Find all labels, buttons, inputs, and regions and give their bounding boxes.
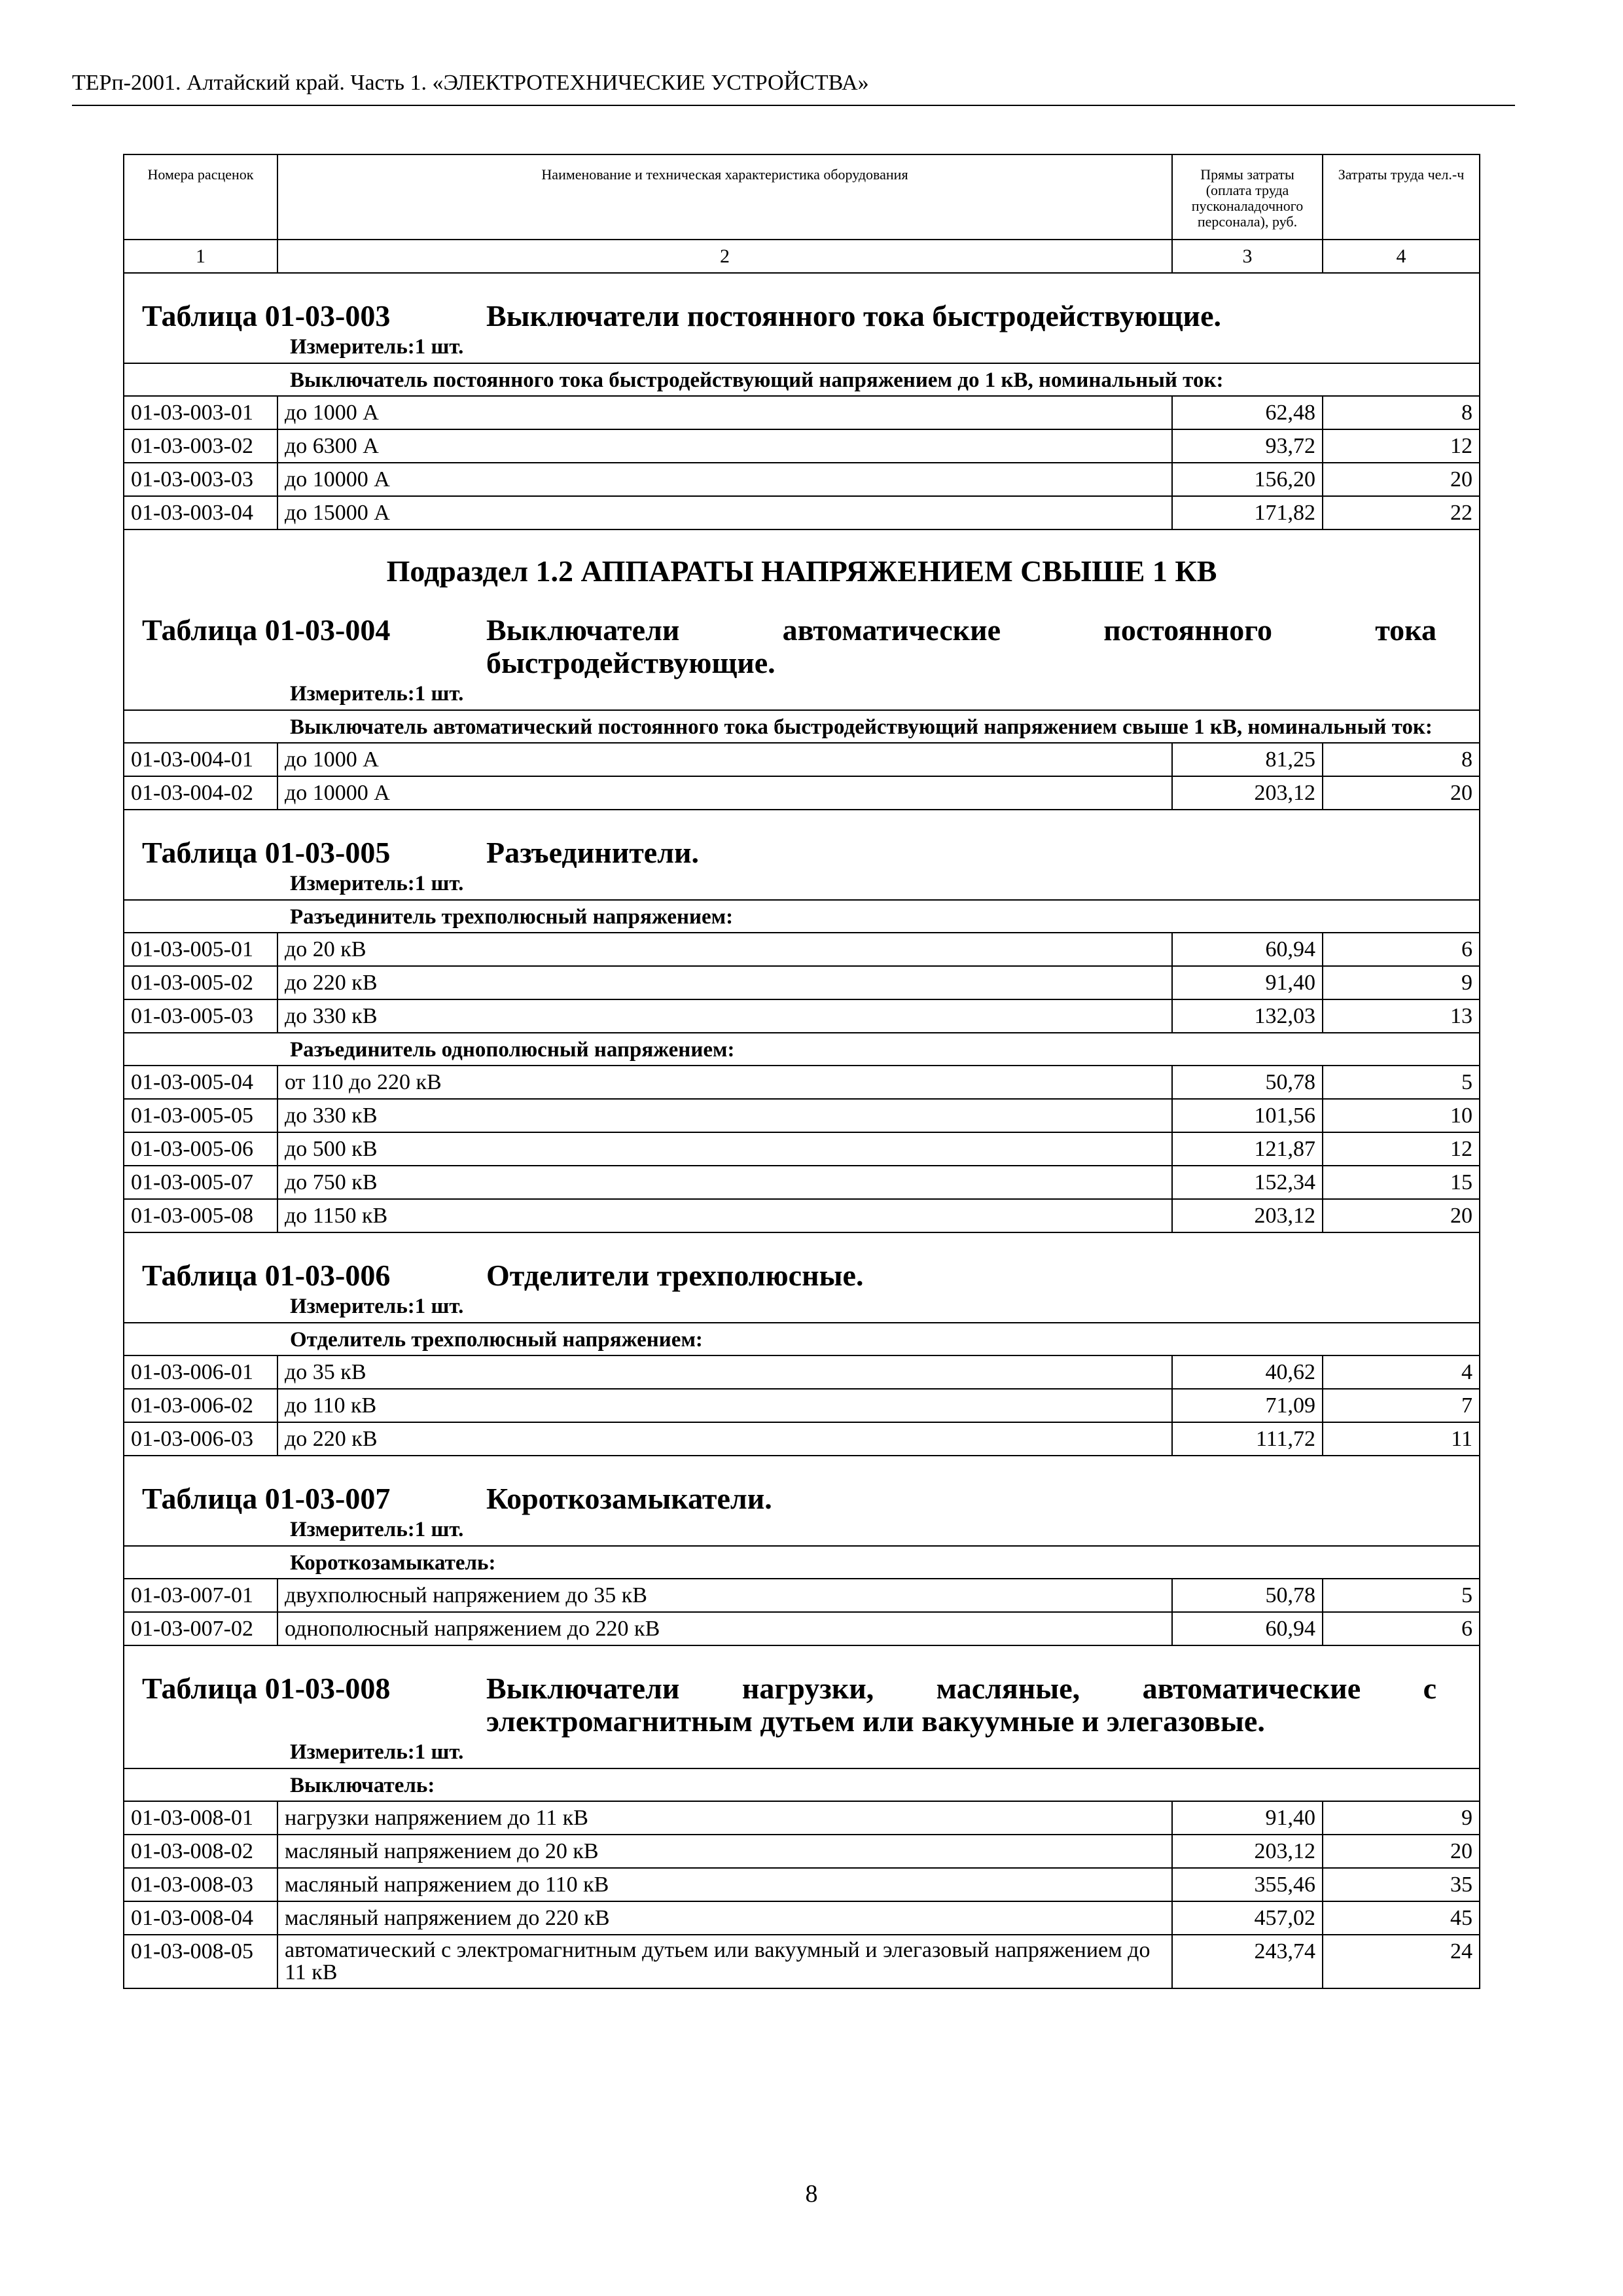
equipment-name: масляный напряжением до 110 кВ xyxy=(277,1868,1172,1901)
direct-cost: 171,82 xyxy=(1172,496,1323,529)
labor-cost: 15 xyxy=(1323,1166,1480,1199)
labor-cost: 20 xyxy=(1323,1199,1480,1232)
direct-cost: 91,40 xyxy=(1172,1801,1323,1835)
table-row xyxy=(124,1389,1480,1422)
table-title-row xyxy=(124,1645,1480,1768)
col-number-2: 2 xyxy=(277,240,1172,273)
rate-code: 01-03-006-03 xyxy=(124,1422,277,1456)
labor-cost: 8 xyxy=(1323,396,1480,429)
table-row xyxy=(124,1868,1480,1901)
col-number-4: 4 xyxy=(1323,240,1480,273)
labor-cost: 5 xyxy=(1323,1579,1480,1612)
equipment-name: автоматический с электромагнитным дутьем или вакуумный и элегазовый напряжением до 11 кВ xyxy=(277,1935,1172,1988)
labor-cost: 20 xyxy=(1323,1835,1480,1868)
labor-cost: 5 xyxy=(1323,1066,1480,1099)
table-number: Таблица 01-03-006 xyxy=(142,1259,391,1292)
page-number: 8 xyxy=(805,2180,818,2208)
group-header: Выключатель: xyxy=(124,1768,1480,1801)
table-row xyxy=(124,743,1480,776)
table-title xyxy=(124,588,1479,679)
table-number: Таблица 01-03-005 xyxy=(142,836,391,869)
table-title xyxy=(124,1646,1479,1738)
table-row xyxy=(124,1801,1480,1835)
rate-code: 01-03-007-01 xyxy=(124,1579,277,1612)
table-row xyxy=(124,1066,1480,1099)
group-header-row xyxy=(124,710,1480,743)
equipment-name: до 6300 А xyxy=(277,429,1172,463)
table-row xyxy=(124,999,1480,1033)
labor-cost: 24 xyxy=(1323,1935,1480,1988)
labor-cost: 6 xyxy=(1323,933,1480,966)
direct-cost: 132,03 xyxy=(1172,999,1323,1033)
equipment-name: до 330 кВ xyxy=(277,1099,1172,1132)
rate-code: 01-03-007-02 xyxy=(124,1612,277,1645)
equipment-name: до 1150 кВ xyxy=(277,1199,1172,1232)
group-header: Выключатель постоянного тока быстродействующий напряжением до 1 кВ, номинальный ток: xyxy=(124,363,1480,396)
col-header-cost: Прямы затраты (оплата труда пусконаладочного персонала), руб. xyxy=(1172,154,1323,240)
table-row xyxy=(124,1166,1480,1199)
equipment-name: до 330 кВ xyxy=(277,999,1172,1033)
table-title xyxy=(124,1233,1479,1292)
direct-cost: 355,46 xyxy=(1172,1868,1323,1901)
table-row xyxy=(124,1835,1480,1868)
table-row xyxy=(124,966,1480,999)
equipment-name: до 1000 А xyxy=(277,743,1172,776)
rate-code: 01-03-008-05 xyxy=(124,1935,277,1988)
labor-cost: 12 xyxy=(1323,1132,1480,1166)
table-title-cell xyxy=(124,588,1480,710)
table-title xyxy=(124,274,1479,332)
subsection-title: Подраздел 1.2 АППАРАТЫ НАПРЯЖЕНИЕМ СВЫШЕ 1 КВ xyxy=(124,529,1480,588)
direct-cost: 203,12 xyxy=(1172,1199,1323,1232)
table-number: Таблица 01-03-003 xyxy=(142,299,391,332)
table-row xyxy=(124,1355,1480,1389)
labor-cost: 9 xyxy=(1323,966,1480,999)
table-row xyxy=(124,1612,1480,1645)
equipment-name: до 1000 А xyxy=(277,396,1172,429)
rate-code: 01-03-008-01 xyxy=(124,1801,277,1835)
running-header: ТЕРп-2001. Алтайский край. Часть 1. «ЭЛЕКТРОТЕХНИЧЕСКИЕ УСТРОЙСТВА» xyxy=(72,71,869,95)
direct-cost: 121,87 xyxy=(1172,1132,1323,1166)
group-header: Выключатель автоматический постоянного тока быстродействующий напряжением свыше 1 кВ, номинальный ток: xyxy=(124,710,1480,743)
col-number-1: 1 xyxy=(124,240,277,273)
col-header-labor: Затраты труда чел.-ч xyxy=(1323,154,1480,240)
group-header: Разъединитель однополюсный напряжением: xyxy=(124,1033,1480,1066)
direct-cost: 93,72 xyxy=(1172,429,1323,463)
col-header-codes: Номера расценок xyxy=(124,154,277,240)
equipment-name: до 10000 А xyxy=(277,463,1172,496)
direct-cost: 62,48 xyxy=(1172,396,1323,429)
group-header-row xyxy=(124,1546,1480,1579)
rate-code: 01-03-005-05 xyxy=(124,1099,277,1132)
table-title-row xyxy=(124,810,1480,900)
table-caption: Выключатели автоматические постоянного тока быстродействующие. xyxy=(486,613,1436,679)
labor-cost: 4 xyxy=(1323,1355,1480,1389)
direct-cost: 81,25 xyxy=(1172,743,1323,776)
column-headers xyxy=(124,154,1480,240)
rate-code: 01-03-006-02 xyxy=(124,1389,277,1422)
group-header: Разъединитель трехполюсный напряжением: xyxy=(124,900,1480,933)
table-meter: Измеритель:1 шт. xyxy=(290,335,464,359)
subsection-row xyxy=(124,529,1480,588)
table-row xyxy=(124,429,1480,463)
rate-code: 01-03-003-01 xyxy=(124,396,277,429)
table-row xyxy=(124,1579,1480,1612)
table-number: Таблица 01-03-007 xyxy=(142,1482,391,1515)
table-title-cell xyxy=(124,273,1480,363)
equipment-name: до 15000 А xyxy=(277,496,1172,529)
rate-code: 01-03-006-01 xyxy=(124,1355,277,1389)
equipment-name: до 10000 А xyxy=(277,776,1172,810)
table-title-cell xyxy=(124,810,1480,900)
direct-cost: 111,72 xyxy=(1172,1422,1323,1456)
equipment-name: до 35 кВ xyxy=(277,1355,1172,1389)
group-header-row xyxy=(124,363,1480,396)
group-header-row xyxy=(124,900,1480,933)
labor-cost: 10 xyxy=(1323,1099,1480,1132)
labor-cost: 9 xyxy=(1323,1801,1480,1835)
equipment-name: до 750 кВ xyxy=(277,1166,1172,1199)
table-meter: Измеритель:1 шт. xyxy=(290,872,464,895)
table-row xyxy=(124,1199,1480,1232)
equipment-name: до 110 кВ xyxy=(277,1389,1172,1422)
rate-code: 01-03-005-01 xyxy=(124,933,277,966)
direct-cost: 203,12 xyxy=(1172,776,1323,810)
table-meter: Измеритель:1 шт. xyxy=(290,1295,464,1318)
direct-cost: 203,12 xyxy=(1172,1835,1323,1868)
direct-cost: 152,34 xyxy=(1172,1166,1323,1199)
group-header-row xyxy=(124,1768,1480,1801)
rate-code: 01-03-005-02 xyxy=(124,966,277,999)
equipment-name: до 20 кВ xyxy=(277,933,1172,966)
equipment-name: двухполюсный напряжением до 35 кВ xyxy=(277,1579,1172,1612)
direct-cost: 156,20 xyxy=(1172,463,1323,496)
equipment-name: до 500 кВ xyxy=(277,1132,1172,1166)
table-number: Таблица 01-03-004 xyxy=(142,613,391,647)
labor-cost: 11 xyxy=(1323,1422,1480,1456)
rate-code: 01-03-005-07 xyxy=(124,1166,277,1199)
direct-cost: 40,62 xyxy=(1172,1355,1323,1389)
table-caption: Выключатели постоянного тока быстродействующие. xyxy=(486,299,1221,332)
equipment-name: от 110 до 220 кВ xyxy=(277,1066,1172,1099)
rate-code: 01-03-003-02 xyxy=(124,429,277,463)
table-title-row xyxy=(124,588,1480,710)
table-title-row xyxy=(124,1456,1480,1546)
rate-code: 01-03-005-06 xyxy=(124,1132,277,1166)
rate-code: 01-03-005-04 xyxy=(124,1066,277,1099)
group-header: Короткозамыкатель: xyxy=(124,1546,1480,1579)
rate-code: 01-03-008-04 xyxy=(124,1901,277,1935)
price-table xyxy=(123,154,1479,1989)
labor-cost: 6 xyxy=(1323,1612,1480,1645)
labor-cost: 12 xyxy=(1323,429,1480,463)
table-row xyxy=(124,1901,1480,1935)
table-caption: Разъединители. xyxy=(486,836,700,869)
labor-cost: 20 xyxy=(1323,463,1480,496)
table-row xyxy=(124,496,1480,529)
table-row xyxy=(124,396,1480,429)
table-title-cell xyxy=(124,1645,1480,1768)
direct-cost: 457,02 xyxy=(1172,1901,1323,1935)
table-meter: Измеритель:1 шт. xyxy=(290,682,464,706)
rate-code: 01-03-003-03 xyxy=(124,463,277,496)
header-rule xyxy=(72,105,1515,106)
direct-cost: 50,78 xyxy=(1172,1579,1323,1612)
rate-code: 01-03-005-08 xyxy=(124,1199,277,1232)
direct-cost: 50,78 xyxy=(1172,1066,1323,1099)
labor-cost: 8 xyxy=(1323,743,1480,776)
rate-code: 01-03-003-04 xyxy=(124,496,277,529)
table-title xyxy=(124,1456,1479,1515)
table-row xyxy=(124,1422,1480,1456)
rate-code: 01-03-004-01 xyxy=(124,743,277,776)
rate-code: 01-03-008-03 xyxy=(124,1868,277,1901)
table-caption: Отделители трехполюсные. xyxy=(486,1259,864,1292)
rate-code: 01-03-008-02 xyxy=(124,1835,277,1868)
table-row xyxy=(124,1935,1480,1988)
labor-cost: 35 xyxy=(1323,1868,1480,1901)
col-header-name: Наименование и техническая характеристика оборудования xyxy=(277,154,1172,240)
table-row xyxy=(124,1099,1480,1132)
table-number: Таблица 01-03-008 xyxy=(142,1672,391,1705)
table-row xyxy=(124,1132,1480,1166)
labor-cost: 13 xyxy=(1323,999,1480,1033)
labor-cost: 45 xyxy=(1323,1901,1480,1935)
table-meter: Измеритель:1 шт. xyxy=(290,1518,464,1541)
table-title xyxy=(124,810,1479,869)
table-title-cell xyxy=(124,1232,1480,1323)
rate-code: 01-03-004-02 xyxy=(124,776,277,810)
column-numbers xyxy=(124,240,1480,273)
table-caption: Выключатели нагрузки, масляные, автоматические с электромагнитным дутьем или вакуумные и элегазовые. xyxy=(486,1672,1436,1738)
equipment-name: до 220 кВ xyxy=(277,1422,1172,1456)
direct-cost: 243,74 xyxy=(1172,1935,1323,1988)
table-title-row xyxy=(124,273,1480,363)
labor-cost: 7 xyxy=(1323,1389,1480,1422)
table-row xyxy=(124,933,1480,966)
table-title-row xyxy=(124,1232,1480,1323)
direct-cost: 91,40 xyxy=(1172,966,1323,999)
equipment-name: масляный напряжением до 220 кВ xyxy=(277,1901,1172,1935)
equipment-name: нагрузки напряжением до 11 кВ xyxy=(277,1801,1172,1835)
table-caption: Короткозамыкатели. xyxy=(486,1482,772,1515)
group-header-row xyxy=(124,1033,1480,1066)
equipment-name: до 220 кВ xyxy=(277,966,1172,999)
equipment-name: однополюсный напряжением до 220 кВ xyxy=(277,1612,1172,1645)
labor-cost: 20 xyxy=(1323,776,1480,810)
table-title-cell xyxy=(124,1456,1480,1546)
table-meter: Измеритель:1 шт. xyxy=(290,1740,464,1764)
labor-cost: 22 xyxy=(1323,496,1480,529)
table-row xyxy=(124,463,1480,496)
direct-cost: 60,94 xyxy=(1172,933,1323,966)
direct-cost: 101,56 xyxy=(1172,1099,1323,1132)
group-header: Отделитель трехполюсный напряжением: xyxy=(124,1323,1480,1355)
direct-cost: 60,94 xyxy=(1172,1612,1323,1645)
table-row xyxy=(124,776,1480,810)
rate-code: 01-03-005-03 xyxy=(124,999,277,1033)
col-number-3: 3 xyxy=(1172,240,1323,273)
group-header-row xyxy=(124,1323,1480,1355)
direct-cost: 71,09 xyxy=(1172,1389,1323,1422)
equipment-name: масляный напряжением до 20 кВ xyxy=(277,1835,1172,1868)
